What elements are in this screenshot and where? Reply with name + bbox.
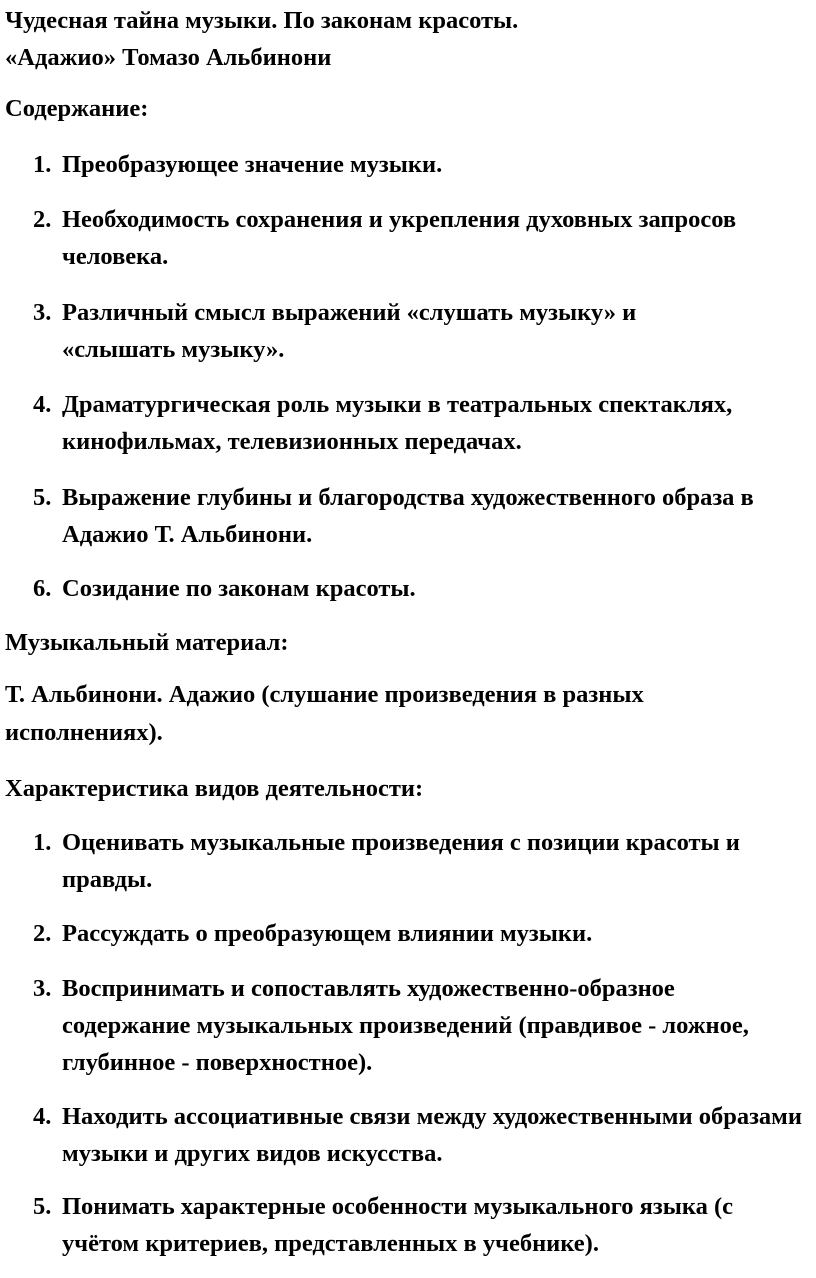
contents-item-2 [33,201,813,275]
contents-heading: Содержание: [5,95,149,122]
contents-item-text: Различный смысл выражений «слушать музыку» и «слышать музыку». [62,299,637,363]
contents-item-number: 1. [33,151,52,178]
activities-item-number: 2. [33,920,52,947]
activities-item-3 [33,970,813,1081]
activities-item-4 [33,1098,813,1172]
activities-item-1 [33,824,813,898]
contents-item-text: Выражение глубины и благородства художественного образа в Адажио Т. Альбинони. [62,484,754,548]
activities-item-number: 1. [33,829,52,856]
activities-item-number: 4. [33,1103,52,1130]
contents-item-text: Драматургическая роль музыки в театральных спектаклях, кинофильмах, телевизионных передачах. [62,391,733,455]
activities-item-text: Оценивать музыкальные произведения с позиции красоты и правды. [62,829,740,893]
contents-item-number: 6. [33,575,52,602]
contents-item-1 [33,146,813,183]
activities-item-text: Воспринимать и сопоставлять художественно-образное содержание музыкальных произведений (правдивое - ложное, глубинное - поверхностное). [62,975,749,1076]
activities-heading: Характеристика видов деятельности: [5,775,424,802]
contents-item-number: 3. [33,299,52,326]
contents-item-3 [33,294,813,368]
contents-item-text: Необходимость сохранения и укрепления духовных запросов человека. [62,206,737,270]
material-text: Т. Альбинони. Адажио (слушание произведения в разных исполнениях). [5,681,644,746]
contents-item-text: Преобразующее значение музыки. [62,151,443,178]
contents-item-4 [33,386,813,460]
contents-item-text: Созидание по законам красоты. [62,575,416,602]
activities-item-text: Понимать характерные особенности музыкального языка (с учётом критериев, представленных в учебнике). [62,1193,734,1257]
activities-item-text: Находить ассоциативные связи между художественными образами музыки и других видов искусства. [62,1103,802,1167]
contents-item-5 [33,479,813,553]
activities-item-number: 3. [33,975,52,1002]
activities-item-2 [33,915,813,952]
document-title: Чудесная тайна музыки. По законам красоты. «Адажио» Томазо Альбинони [5,7,519,71]
activities-item-number: 5. [33,1193,52,1220]
activities-item-text: Рассуждать о преобразующем влиянии музыки. [62,920,593,947]
contents-item-number: 5. [33,484,52,511]
activities-item-5 [33,1188,813,1262]
contents-item-number: 4. [33,391,52,418]
material-heading: Музыкальный материал: [5,629,289,656]
contents-item-number: 2. [33,206,52,233]
contents-item-6 [33,570,813,607]
